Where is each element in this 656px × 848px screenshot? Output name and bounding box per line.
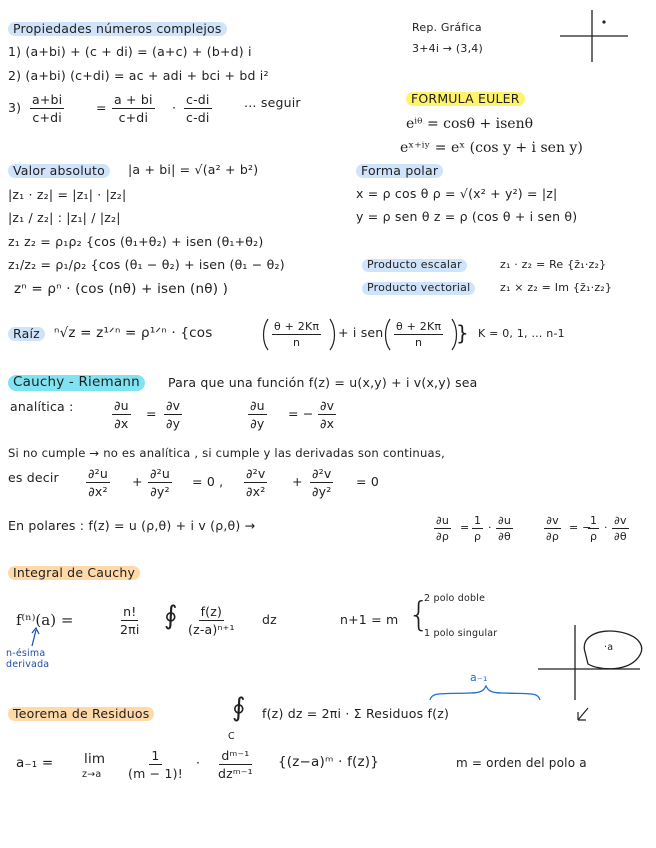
props-fraction-1 bbox=[30, 92, 64, 125]
cr-fraction-2 bbox=[164, 398, 182, 431]
check-arrow-icon bbox=[578, 708, 588, 720]
euler-title: FORMULA EULER bbox=[406, 92, 525, 106]
fraction-numerator: ∂u bbox=[250, 398, 265, 413]
integral-title: Integral de Cauchy bbox=[8, 566, 140, 580]
fraction-numerator: ∂²u bbox=[150, 466, 170, 481]
cr-equals-2: = − bbox=[288, 406, 314, 421]
producto-vectorial-label: Producto vectorial bbox=[362, 282, 475, 295]
cr-plus-2: + bbox=[292, 474, 303, 489]
abs-line-3: z₁ z₂ = ρ₁ρ₂ {cos (θ₁+θ₂) + isen (θ₁+θ₂) bbox=[8, 234, 264, 249]
cr-fraction-4 bbox=[318, 398, 336, 431]
cr-lap-4 bbox=[310, 466, 333, 499]
fraction-numerator: θ + 2Kπ bbox=[396, 320, 442, 333]
fraction-numerator: ∂u bbox=[114, 398, 129, 413]
residuos-lim-sub: z→a bbox=[82, 769, 102, 780]
fraction-numerator: ∂v bbox=[166, 398, 181, 413]
euler-line-2: eˣ⁺ⁱʸ = eˣ (cos y + i sen y) bbox=[400, 140, 583, 156]
residuos-fraction-2 bbox=[216, 748, 255, 781]
cr-polar-6 bbox=[612, 514, 629, 543]
fraction-denominator: ρ bbox=[590, 530, 598, 543]
raiz-fraction-2 bbox=[394, 320, 443, 349]
fraction-denominator: ∂x bbox=[114, 416, 129, 431]
cr-no-cumple: Si no cumple → no es analítica , si cumple y las derivadas son continuas, bbox=[8, 446, 445, 460]
rep-title: Rep. Gráfica bbox=[412, 21, 482, 34]
fraction-numerator: n! bbox=[123, 604, 137, 619]
rep-axes-icon bbox=[560, 10, 628, 62]
residuos-brace-icon bbox=[430, 686, 540, 700]
fraction-numerator: ∂²v bbox=[312, 466, 332, 481]
residuos-m-definition: m = orden del polo a bbox=[456, 756, 587, 770]
cr-polares: En polares : f(z) = u (ρ,θ) + i v (ρ,θ) → bbox=[8, 518, 256, 533]
fraction-denominator: 2πi bbox=[120, 622, 140, 637]
fraction-denominator: c-di bbox=[186, 110, 210, 125]
fraction-numerator: ∂²u bbox=[88, 466, 108, 481]
polar-line-2: y = ρ sen θ z = ρ (cos θ + i sen θ) bbox=[356, 209, 578, 224]
cr-equals-1: = bbox=[146, 406, 157, 421]
fraction-denominator: ρ bbox=[474, 530, 482, 543]
residuos-title: Teorema de Residuos bbox=[8, 707, 154, 721]
raiz-lhs: ⁿ√z = z¹ᐟⁿ = ρ¹ᐟⁿ · {cos bbox=[54, 325, 213, 341]
cr-zero-2: = 0 bbox=[356, 474, 379, 489]
fraction-denominator: ∂y bbox=[250, 416, 265, 431]
producto-escalar-formula: z₁ · z₂ = Re {z̄₁·z₂} bbox=[500, 258, 607, 271]
abs-line-1: |z₁ · z₂| = |z₁| · |z₂| bbox=[8, 187, 127, 202]
polar-line-1: x = ρ cos θ ρ = √(x² + y²) = |z| bbox=[356, 186, 558, 201]
props-line-3-dot: · bbox=[172, 100, 177, 115]
cr-fraction-3 bbox=[248, 398, 267, 431]
fraction-numerator: a + bi bbox=[114, 92, 153, 107]
rep-example: 3+4i → (3,4) bbox=[412, 42, 483, 55]
residuos-body: {(z−a)ᵐ · f(z)} bbox=[278, 754, 380, 770]
fraction-denominator: c+di bbox=[118, 110, 149, 125]
integral-region-point: ·a bbox=[604, 642, 614, 653]
fraction-denominator: ∂x² bbox=[88, 484, 108, 499]
abs-line-4: z₁/z₂ = ρ₁/ρ₂ {cos (θ₁ − θ₂) + isen (θ₁ − θ₂) bbox=[8, 257, 285, 272]
cr-lap-3 bbox=[244, 466, 267, 499]
cr-lap-1 bbox=[86, 466, 110, 499]
producto-vectorial-formula: z₁ × z₂ = Im {z̄₁·z₂} bbox=[500, 281, 613, 294]
raiz-fraction-1 bbox=[272, 320, 321, 349]
cr-polar-4 bbox=[544, 514, 561, 543]
abs-title: Valor absoluto bbox=[8, 164, 110, 178]
props-title: Propiedades números complejos bbox=[8, 22, 227, 36]
integral-polo-singular: 1 polo singular bbox=[424, 628, 498, 639]
props-line-2: 2) (a+bi) (c+di) = ac + adi + bci + bd i² bbox=[8, 68, 269, 83]
fraction-denominator: c+di bbox=[32, 110, 62, 125]
fraction-denominator: n bbox=[415, 336, 423, 349]
region-axes-icon bbox=[538, 625, 640, 700]
fraction-numerator: ∂v bbox=[320, 398, 335, 413]
cr-polar-3 bbox=[496, 514, 513, 543]
raiz-mid: + i sen bbox=[338, 325, 384, 340]
residuos-fraction-1 bbox=[126, 748, 185, 781]
fraction-denominator: ∂y bbox=[166, 416, 181, 431]
fraction-numerator: 1 bbox=[590, 514, 598, 527]
cr-es-decir: es decir bbox=[8, 470, 59, 485]
raiz-label: Raíz bbox=[8, 327, 45, 341]
integral-oint-icon: ∮ bbox=[164, 601, 178, 631]
cr-polar-1 bbox=[434, 514, 451, 543]
cauchy-riemann-title: Cauchy - Riemann bbox=[8, 375, 145, 391]
derivative-arrow-icon bbox=[32, 628, 39, 646]
integral-n-plus-1: n+1 = m bbox=[340, 612, 399, 627]
cr-polar-5 bbox=[588, 514, 599, 543]
fraction-numerator: dᵐ⁻¹ bbox=[221, 748, 250, 763]
fraction-denominator: ∂ρ bbox=[436, 530, 450, 543]
fraction-denominator: dzᵐ⁻¹ bbox=[218, 766, 253, 781]
residuos-oint-icon: ∮ bbox=[232, 693, 246, 723]
fraction-numerator: c-di bbox=[186, 92, 210, 107]
fraction-numerator: ∂u bbox=[498, 514, 512, 527]
abs-line-2: |z₁ / z₂| : |z₁| / |z₂| bbox=[8, 210, 121, 225]
raiz-close: } bbox=[456, 321, 469, 345]
props-fraction-2 bbox=[112, 92, 155, 125]
residuos-lim: lim bbox=[84, 751, 106, 767]
fraction-numerator: ∂v bbox=[614, 514, 627, 527]
fraction-denominator: ∂θ bbox=[498, 530, 511, 543]
integral-derivative-note: n-ésima derivada bbox=[6, 648, 50, 671]
cauchy-riemann-analitica: analítica : bbox=[10, 399, 74, 414]
cr-zero-1: = 0 , bbox=[192, 474, 224, 489]
fraction-numerator: ∂²v bbox=[246, 466, 266, 481]
euler-line-1: eⁱᶿ = cosθ + isenθ bbox=[406, 116, 534, 132]
props-line-1: 1) (a+bi) + (c + di) = (a+c) + (b+d) i bbox=[8, 44, 252, 59]
abs-definition: |a + bi| = √(a² + b²) bbox=[128, 162, 259, 177]
props-line-3-number: 3) bbox=[8, 100, 22, 115]
fraction-denominator: n bbox=[293, 336, 301, 349]
cr-lap-2 bbox=[148, 466, 172, 499]
fraction-denominator: ∂y² bbox=[312, 484, 332, 499]
fraction-denominator: ∂y² bbox=[150, 484, 170, 499]
fraction-numerator: ∂v bbox=[546, 514, 559, 527]
raiz-k-range: K = 0, 1, … n-1 bbox=[478, 327, 565, 340]
fraction-numerator: ∂u bbox=[436, 514, 450, 527]
cr-fraction-1 bbox=[112, 398, 131, 431]
integral-dz: dz bbox=[262, 612, 277, 627]
fraction-denominator: ∂θ bbox=[614, 530, 627, 543]
cr-plus-1: + bbox=[132, 474, 143, 489]
cr-polar-eq-1: = bbox=[460, 521, 470, 534]
integral-lhs: f⁽ⁿ⁾(a) = bbox=[16, 611, 74, 629]
fraction-denominator: ∂x² bbox=[246, 484, 266, 499]
cr-polar-dot-2: · bbox=[604, 521, 608, 534]
fraction-numerator: 1 bbox=[151, 748, 160, 763]
integral-coef bbox=[118, 604, 142, 637]
fraction-denominator: (z-a)ⁿ⁺¹ bbox=[188, 622, 235, 637]
polar-title: Forma polar bbox=[356, 164, 443, 178]
residuos-a-minus-1-label: a₋₁ bbox=[470, 671, 488, 684]
integral-brace: { bbox=[408, 595, 430, 635]
props-line-3-tail: … seguir bbox=[244, 95, 301, 110]
rep-point-icon bbox=[602, 20, 605, 23]
fraction-numerator: f(z) bbox=[200, 604, 223, 619]
residuos-contour-c: C bbox=[228, 731, 235, 742]
abs-line-5: zⁿ = ρⁿ · (cos (nθ) + isen (nθ) ) bbox=[14, 281, 229, 297]
fraction-numerator: 1 bbox=[474, 514, 482, 527]
residuos-lhs: a₋₁ = bbox=[16, 755, 54, 771]
props-line-3-equals: = bbox=[96, 100, 107, 115]
cauchy-riemann-intro: Para que una función f(z) = u(x,y) + i v(x,y) sea bbox=[168, 375, 478, 390]
fraction-denominator: (m − 1)! bbox=[128, 766, 183, 781]
fraction-denominator: ∂ρ bbox=[546, 530, 560, 543]
residuos-dot: · bbox=[196, 755, 201, 770]
cr-polar-2 bbox=[472, 514, 483, 543]
fraction-numerator: θ + 2Kπ bbox=[274, 320, 320, 333]
cr-polar-eq-2: = − bbox=[569, 521, 592, 534]
residuos-formula: f(z) dz = 2πi · Σ Residuos f(z) bbox=[262, 706, 450, 721]
integral-polo-doble: 2 polo doble bbox=[424, 593, 486, 604]
fraction-denominator: ∂x bbox=[320, 416, 335, 431]
cr-polar-dot-1: · bbox=[488, 521, 492, 534]
integral-integrand bbox=[186, 604, 237, 637]
producto-escalar-label: Producto escalar bbox=[362, 259, 467, 272]
fraction-numerator: a+bi bbox=[32, 92, 63, 107]
props-fraction-3 bbox=[184, 92, 212, 125]
